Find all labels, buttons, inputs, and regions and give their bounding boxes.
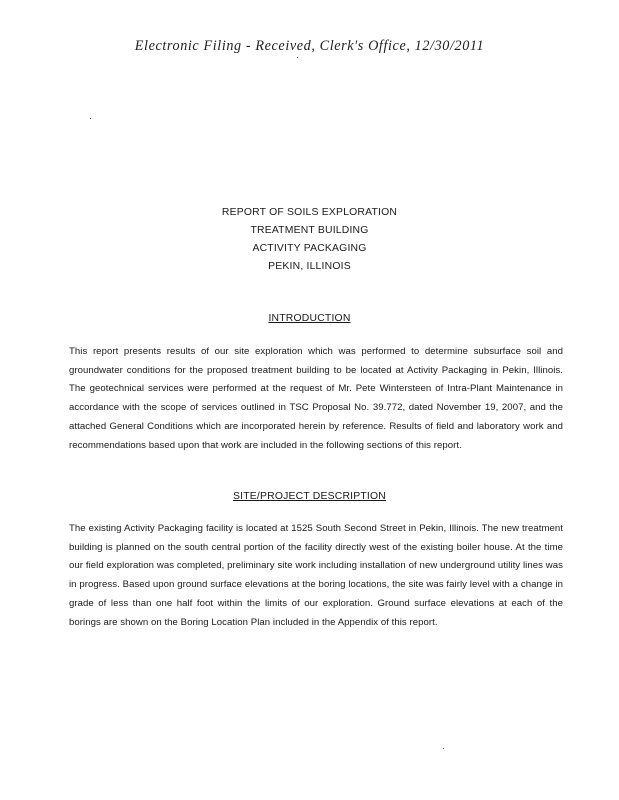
site-description-heading: SITE/PROJECT DESCRIPTION [233,491,386,502]
scan-speck [90,118,91,119]
filing-stamp: Electronic Filing - Received, Clerk's Office, 12/30/2011 [134,38,485,54]
report-title-line-2: TREATMENT BUILDING [250,225,369,236]
report-title-block [0,204,619,276]
report-title-line-3: ACTIVITY PACKAGING [252,243,367,254]
site-description-paragraph: The existing Activity Packaging facility is located at 1525 South Second Street in Pekin, Illinois. The new treatment building is planned on the south central portion of the facility directly west of the existing boiler house. At the time our field exploration was completed, preliminary site work including installation of new underground utility lines was in progress. Based upon ground surface elevations at the boring locations, the site was fairly level with a change in grade of less than one half foot within the limits of our exploration. Ground surface elevations at each of the borings are shown on the Boring Location Plan included in the Appendix of this report. [69,523,563,628]
introduction-heading: INTRODUCTION [268,313,351,324]
introduction-paragraph: This report presents results of our site exploration which was performed to determine subsurface soil and groundwater conditions for the proposed treatment building to be located at Activity Packaging in Pekin, Illinois. The geotechnical services were performed at the request of Mr. Pete Wintersteen of Intra-Plant Maintenance in accordance with the scope of services outlined in TSC Proposal No. 39.772, dated November 19, 2007, and the attached General Conditions which are incorporated herein by reference. Results of field and laboratory work and recommendations based upon that work are included in the following sections of this report. [69,346,563,451]
scan-speck [443,748,444,749]
report-title-line-4: PEKIN, ILLINOIS [268,261,351,272]
report-title-line-1: REPORT OF SOILS EXPLORATION [221,207,398,218]
scan-speck [297,57,298,58]
